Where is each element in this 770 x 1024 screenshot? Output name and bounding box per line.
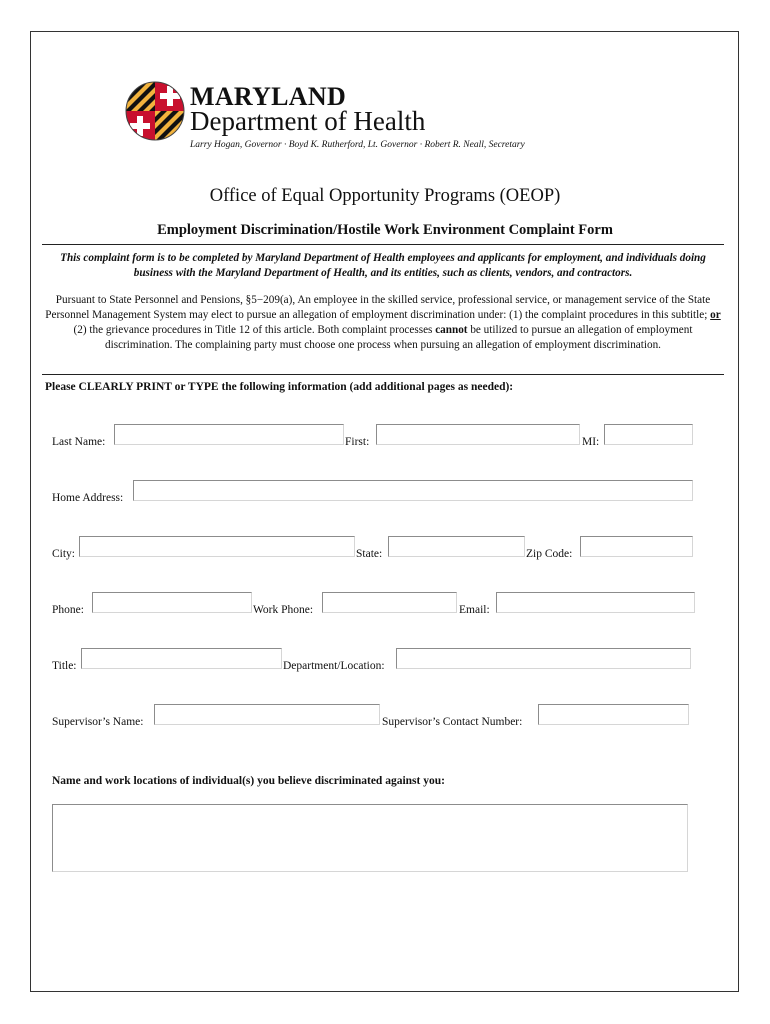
email-input[interactable] — [496, 592, 695, 613]
discriminators-textarea[interactable] — [52, 804, 688, 872]
divider — [42, 244, 724, 245]
zip-code-input[interactable] — [580, 536, 693, 557]
home-address-input[interactable] — [133, 480, 693, 501]
home-address-label: Home Address: — [52, 492, 124, 504]
print-instruction: Please CLEARLY PRINT or TYPE the following information (add additional pages as needed): — [45, 381, 514, 393]
org-name: MARYLAND — [190, 82, 347, 111]
last-name-label: Last Name: — [52, 436, 106, 448]
supervisor-contact-input[interactable] — [538, 704, 689, 725]
mi-label: MI: — [582, 436, 600, 448]
title-input[interactable] — [81, 648, 282, 669]
form-title: Employment Discrimination/Hostile Work Environment Complaint Form — [157, 222, 613, 238]
divider — [42, 374, 724, 375]
work-phone-input[interactable] — [322, 592, 457, 613]
city-input[interactable] — [79, 536, 355, 557]
title-label: Title: — [52, 660, 77, 672]
officials-line: Larry Hogan, Governor · Boyd K. Rutherford, Lt. Governor · Robert R. Neall, Secretary — [190, 140, 525, 150]
office-title: Office of Equal Opportunity Programs (OEOP) — [209, 186, 561, 206]
state-input[interactable] — [388, 536, 525, 557]
phone-input[interactable] — [92, 592, 252, 613]
last-name-input[interactable] — [114, 424, 344, 445]
email-label: Email: — [459, 604, 490, 616]
org-department: Department of Health — [190, 106, 426, 136]
maryland-flag-icon — [125, 81, 185, 141]
first-name-label: First: — [345, 436, 370, 448]
department-location-label: Department/Location: — [283, 660, 385, 672]
zip-code-label: Zip Code: — [526, 548, 573, 560]
discriminators-label: Name and work locations of individual(s) you believe discriminated against you: — [52, 775, 445, 787]
intro-eligibility: This complaint form is to be completed by Maryland Department of Health employees and applicants for employment, and individuals doing business with the Maryland Department of Health, and its entities, such as clients, vendors, and contractors. — [60, 252, 706, 279]
city-label: City: — [52, 548, 76, 560]
department-location-input[interactable] — [396, 648, 691, 669]
supervisor-contact-label: Supervisor’s Contact Number: — [382, 716, 523, 728]
work-phone-label: Work Phone: — [253, 604, 314, 616]
supervisor-name-input[interactable] — [154, 704, 380, 725]
state-label: State: — [356, 548, 383, 560]
first-name-input[interactable] — [376, 424, 580, 445]
intro-legal-text: Pursuant to State Personnel and Pensions, §5−209(a), An employee in the skilled service, professional service, or management service of the State Personnel Management System may elect to pursue an allegation of employment discrimination under: (1) the complaint procedures in this subtitle; or (2) the grievance procedures in Title 12 of this article. Both complaint processes cannot be utilized to pursue an allegation of employment discrimination. The complaining party must choose one process when pursuing an allegation of employment discrimination. — [45, 294, 721, 351]
mi-input[interactable] — [604, 424, 693, 445]
supervisor-name-label: Supervisor’s Name: — [52, 716, 144, 728]
phone-label: Phone: — [52, 604, 84, 616]
